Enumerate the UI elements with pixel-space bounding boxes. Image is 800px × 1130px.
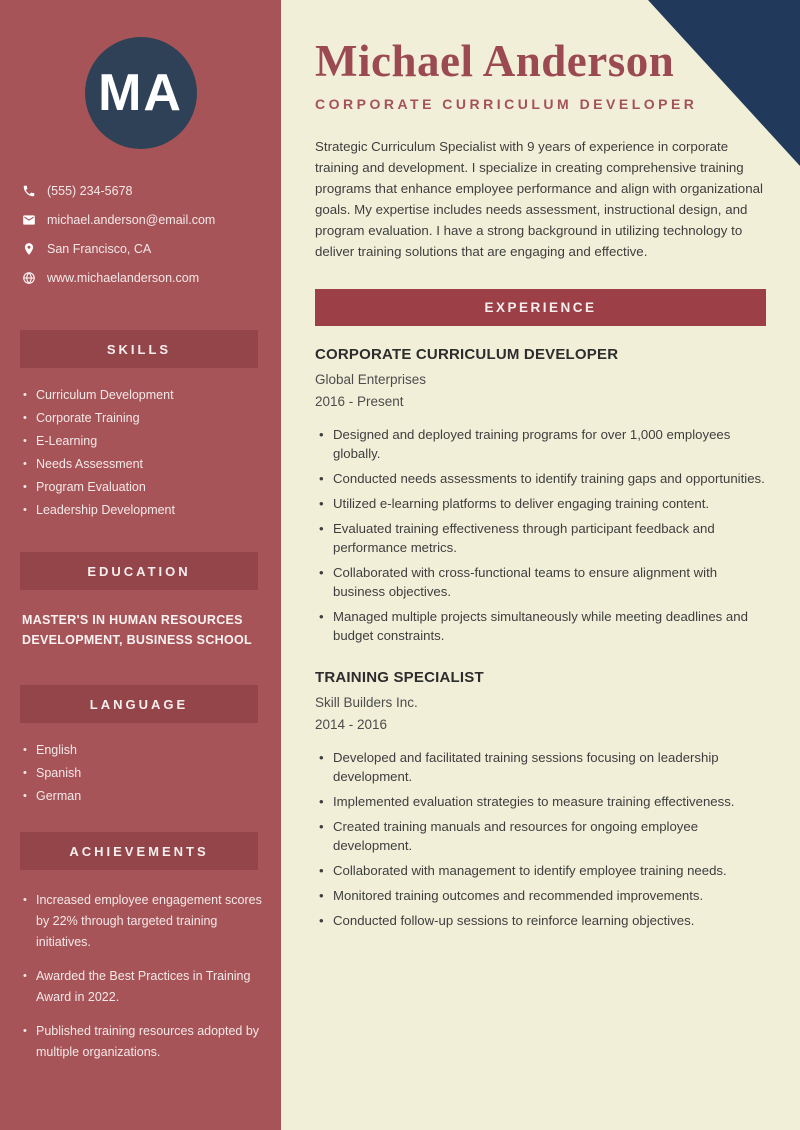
skills-section-title: SKILLS [106, 341, 172, 357]
job-bullet: • Evaluated training effectiveness through participant feedback and performance metrics. [315, 519, 765, 557]
job-bullet: • Developed and facilitated training sessions focusing on leadership development. [315, 748, 765, 786]
contact-phone-text: (555) 234-5678 [47, 183, 133, 198]
job-bullet: • Monitored training outcomes and recommended improvements. [315, 886, 765, 905]
job-entry-corporate-curriculum-developer [315, 346, 766, 645]
achievements-list [0, 890, 281, 1063]
job-bullet: • Conducted needs assessments to identify training gaps and opportunities. [315, 469, 765, 488]
experience-section-title: EXPERIENCE [484, 300, 597, 316]
globe-icon [22, 271, 36, 285]
job-bullet: • Collaborated with management to identify employee training needs. [315, 861, 765, 880]
job-bullet-list [315, 748, 766, 930]
contact-phone [22, 176, 271, 205]
avatar-initials: MA [98, 64, 183, 122]
summary-paragraph: Strategic Curriculum Specialist with 9 years of experience in corporate training and development. I specialize in creating comprehensive training programs that enhance employee performance and align with organizational goals. My expertise includes needs assessment, instructional design, and program evaluation. I have a strong background in utilizing technology to deliver training solutions that are engaging and effective. [315, 139, 763, 260]
job-title: CORPORATE CURRICULUM DEVELOPER [315, 346, 619, 364]
education-degree: MASTER'S IN HUMAN RESOURCES DEVELOPMENT, BUSINESS SCHOOL [22, 613, 252, 647]
language-list [0, 739, 281, 808]
skill-item: • Leadership Development [22, 499, 267, 522]
achievement-item: • Awarded the Best Practices in Training Award in 2022. [22, 966, 265, 1008]
skill-item: • Corporate Training [22, 407, 267, 430]
education-section-title: EDUCATION [87, 563, 191, 579]
job-dates: 2014 - 2016 [315, 717, 388, 733]
skill-item: • Needs Assessment [22, 453, 267, 476]
contact-website [22, 263, 271, 292]
language-item: • German [22, 785, 267, 808]
skill-item: • E-Learning [22, 430, 267, 453]
job-entry-training-specialist [315, 669, 766, 930]
phone-icon [22, 184, 36, 198]
email-icon [22, 213, 36, 227]
person-name: Michael Anderson [315, 36, 675, 86]
job-bullet: • Implemented evaluation strategies to measure training effectiveness. [315, 792, 765, 811]
job-company: Global Enterprises [315, 372, 427, 388]
job-bullet: • Conducted follow-up sessions to reinforce learning objectives. [315, 911, 765, 930]
sidebar [0, 0, 281, 1130]
contact-list [0, 176, 281, 292]
experience-section-header [315, 289, 766, 326]
location-icon [22, 242, 36, 256]
job-title: TRAINING SPECIALIST [315, 669, 484, 687]
job-bullet-list [315, 425, 766, 645]
language-item: • English [22, 739, 267, 762]
skill-item: • Curriculum Development [22, 384, 267, 407]
job-bullet: • Collaborated with cross-functional teams to ensure alignment with business objectives. [315, 563, 765, 601]
job-bullet: • Designed and deployed training programs for over 1,000 employees globally. [315, 425, 765, 463]
contact-location [22, 234, 271, 263]
job-bullet: • Created training manuals and resources for ongoing employee development. [315, 817, 765, 855]
job-dates: 2016 - Present [315, 394, 404, 410]
language-section-header [20, 685, 258, 723]
achievement-item: • Increased employee engagement scores by 22% through targeted training initiatives. [22, 890, 265, 953]
education-section-header [20, 552, 258, 590]
skill-item: • Program Evaluation [22, 476, 267, 499]
job-bullet: • Utilized e-learning platforms to deliver engaging training content. [315, 494, 765, 513]
contact-email-text: michael.anderson@email.com [47, 212, 216, 227]
language-item: • Spanish [22, 762, 267, 785]
person-job-title: CORPORATE CURRICULUM DEVELOPER [315, 96, 698, 113]
language-section-title: LANGUAGE [89, 696, 189, 712]
contact-website-text: www.michaelanderson.com [47, 270, 200, 285]
main-content [281, 0, 800, 1130]
skills-list [0, 384, 281, 522]
achievement-item: • Published training resources adopted by multiple organizations. [22, 1021, 265, 1063]
achievements-section-header [20, 832, 258, 870]
contact-email [22, 205, 271, 234]
avatar [85, 37, 197, 149]
contact-location-text: San Francisco, CA [47, 241, 152, 256]
achievements-section-title: ACHIEVEMENTS [69, 843, 209, 859]
job-company: Skill Builders Inc. [315, 695, 418, 711]
job-bullet: • Managed multiple projects simultaneously while meeting deadlines and budget constraints. [315, 607, 765, 645]
skills-section-header [20, 330, 258, 368]
